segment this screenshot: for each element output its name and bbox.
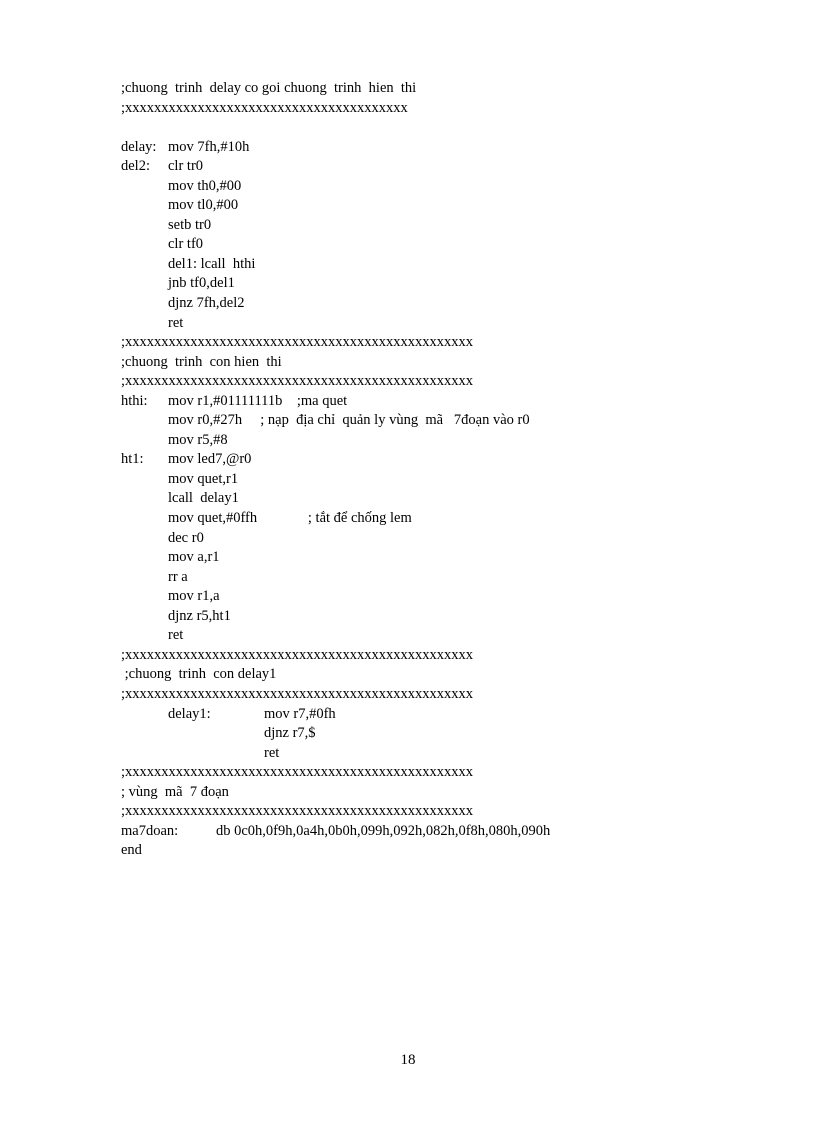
- code-line: [121, 138, 721, 158]
- code-line: [121, 255, 721, 275]
- instruction-text: mov tl0,#00: [168, 197, 239, 214]
- instruction-text: mov led7,@r0: [168, 451, 252, 468]
- instruction-text: mov quet,#0ffh ; tắt để chống lem: [168, 510, 412, 527]
- instruction-text: lcall delay1: [168, 490, 239, 507]
- code-line: [121, 489, 721, 509]
- instruction-text: mov r7,#0fh: [264, 705, 336, 722]
- instruction-text: rr a: [168, 568, 188, 585]
- code-line: [121, 548, 721, 568]
- instruction-text: mov r0,#27h ; nạp địa chỉ quản ly vùng mã 7đoạn vào r0: [168, 412, 530, 429]
- instruction-text: del1: lcall hthi: [168, 255, 256, 272]
- instruction-text: db 0c0h,0f9h,0a4h,0b0h,099h,092h,082h,0f8h,080h,090h: [216, 822, 551, 839]
- code-line: [121, 353, 721, 373]
- instruction-text: mov a,r1: [168, 549, 220, 566]
- code-line: [121, 841, 721, 861]
- separator-comment: ;xxxxxxxxxxxxxxxxxxxxxxxxxxxxxxxxxxxxxxxxxxxxxxxx: [121, 685, 474, 702]
- code-line: [121, 294, 721, 314]
- separator-comment: ;xxxxxxxxxxxxxxxxxxxxxxxxxxxxxxxxxxxxxxxxxxxxxxxx: [121, 646, 474, 663]
- blank-line: [121, 118, 721, 138]
- code-line: [121, 607, 721, 627]
- code-line: [121, 783, 721, 803]
- instruction-text: mov th0,#00: [168, 177, 242, 194]
- label-ht1: ht1:: [121, 451, 144, 468]
- code-line: [121, 763, 721, 783]
- instruction-text: jnb tf0,del1: [168, 275, 235, 292]
- code-line: [121, 744, 721, 764]
- separator-comment: ;xxxxxxxxxxxxxxxxxxxxxxxxxxxxxxxxxxxxxxx: [121, 99, 408, 116]
- code-line: [121, 99, 721, 119]
- label-ma7doan: ma7doan:: [121, 822, 179, 839]
- code-line: [121, 333, 721, 353]
- end-directive: end: [121, 842, 142, 859]
- code-line: [121, 274, 721, 294]
- code-line: [121, 646, 721, 666]
- separator-comment: ;xxxxxxxxxxxxxxxxxxxxxxxxxxxxxxxxxxxxxxxxxxxxxxxx: [121, 373, 474, 390]
- assembly-code-listing: [121, 79, 721, 861]
- instruction-text: mov 7fh,#10h: [168, 138, 250, 155]
- code-line: [121, 705, 721, 725]
- separator-comment: ;xxxxxxxxxxxxxxxxxxxxxxxxxxxxxxxxxxxxxxxxxxxxxxxx: [121, 334, 474, 351]
- instruction-text: clr tf0: [168, 236, 204, 253]
- instruction-text: clr tr0: [168, 158, 204, 175]
- code-line: [121, 431, 721, 451]
- code-line: [121, 802, 721, 822]
- code-line: [121, 470, 721, 490]
- instruction-text: dec r0: [168, 529, 204, 546]
- instruction-text: setb tr0: [168, 216, 212, 233]
- code-line: [121, 157, 721, 177]
- comment-text: ; vùng mã 7 đoạn: [121, 783, 229, 800]
- code-line: [121, 685, 721, 705]
- instruction-text: djnz 7fh,del2: [168, 295, 245, 312]
- code-line: [121, 314, 721, 334]
- separator-comment: ;xxxxxxxxxxxxxxxxxxxxxxxxxxxxxxxxxxxxxxxxxxxxxxxx: [121, 764, 474, 781]
- label-hthi: hthi:: [121, 392, 148, 409]
- code-line: [121, 822, 721, 842]
- label-delay1: delay1:: [168, 705, 211, 722]
- instruction-text: mov quet,r1: [168, 470, 239, 487]
- instruction-text: djnz r7,$: [264, 725, 316, 742]
- code-line: [121, 568, 721, 588]
- instruction-text: ret: [168, 627, 184, 644]
- code-line: [121, 509, 721, 529]
- comment-text: ;chuong trinh con hien thi: [121, 353, 282, 370]
- code-line: [121, 724, 721, 744]
- instruction-text: mov r1,a: [168, 588, 220, 605]
- instruction-text: ret: [264, 744, 280, 761]
- comment-text: ;chuong trinh con delay1: [121, 666, 277, 683]
- label-del2: del2:: [121, 158, 150, 175]
- comment-text: ;chuong trinh delay co goi chuong trinh hien thi: [121, 80, 417, 96]
- code-line: [121, 529, 721, 549]
- code-line: [121, 450, 721, 470]
- label-delay: delay:: [121, 138, 157, 155]
- instruction-text: ret: [168, 314, 184, 331]
- separator-comment: ;xxxxxxxxxxxxxxxxxxxxxxxxxxxxxxxxxxxxxxxxxxxxxxxx: [121, 803, 474, 820]
- code-line: [121, 372, 721, 392]
- code-line: [121, 392, 721, 412]
- code-line: [121, 411, 721, 431]
- code-line: [121, 79, 721, 99]
- code-line: [121, 235, 721, 255]
- code-line: [121, 626, 721, 646]
- instruction-text: mov r1,#01111111b ;ma quet: [168, 392, 348, 409]
- code-line: [121, 196, 721, 216]
- code-line: [121, 587, 721, 607]
- code-line: [121, 177, 721, 197]
- code-line: [121, 665, 721, 685]
- instruction-text: mov r5,#8: [168, 431, 228, 448]
- code-line: [121, 216, 721, 236]
- page-number: 18: [400, 1052, 416, 1068]
- instruction-text: djnz r5,ht1: [168, 607, 231, 624]
